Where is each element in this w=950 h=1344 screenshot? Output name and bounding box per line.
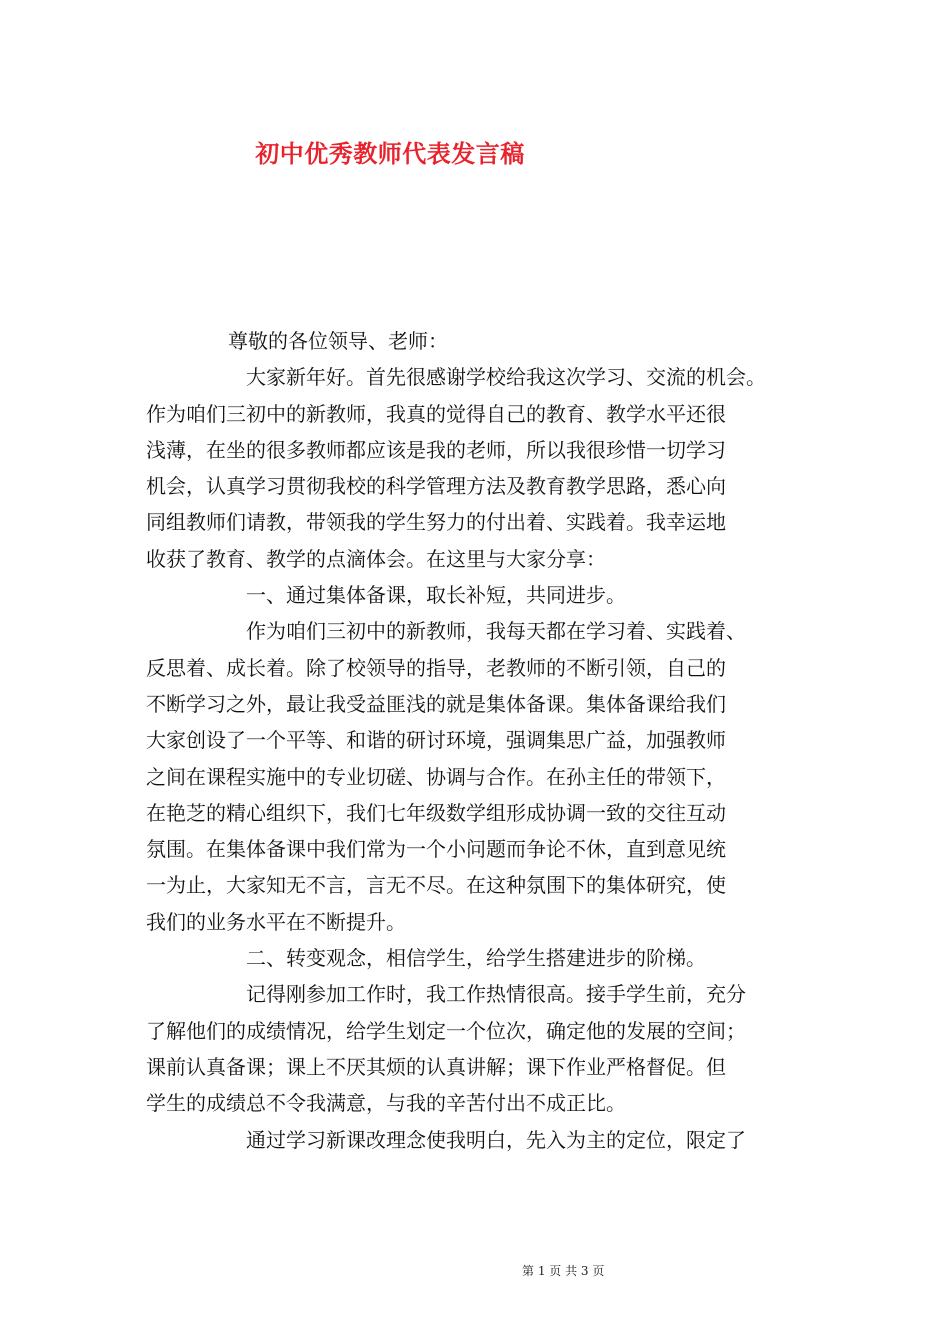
paragraph-line: 收获了教育、教学的点滴体会。在这里与大家分享： [146,546,606,571]
paragraph-line: 了解他们的成绩情况，给学生划定一个位次，确定他的发展的空间； [146,1018,746,1043]
paragraph-line: 记得刚参加工作时，我工作热情很高。接手学生前，充分 [246,982,746,1007]
paragraph-line: 大家创设了一个平等、和谐的研讨环境，强调集思广益，加强教师 [146,728,726,753]
paragraph-line: 浅薄，在坐的很多教师都应该是我的老师，所以我很珍惜一切学习 [146,437,726,462]
paragraph-line: 一为止，大家知无不言，言无不尽。在这种氛围下的集体研究，使 [146,873,726,898]
document-title-text: 初中优秀教师代表发言稿 [255,139,525,168]
paragraph-line: 在艳芝的精心组织下，我们七年级数学组形成协调一致的交往互动 [146,800,726,825]
paragraph-line: 课前认真备课；课上不厌其烦的认真讲解；课下作业严格督促。但 [146,1054,726,1079]
paragraph-line: 同组教师们请教，带领我的学生努力的付出着、实践着。我幸运地 [146,510,726,535]
page-footer: 第 1 页 共 3 页 [522,1264,605,1278]
section-heading: 二、转变观念，相信学生，给学生搭建进步的阶梯。 [246,946,706,971]
paragraph-line: 我们的业务水平在不断提升。 [146,909,406,934]
salutation-line: 尊敬的各位领导、老师： [228,329,448,353]
section-heading: 一、通过集体备课，取长补短，共同进步。 [246,583,626,608]
paragraph-line: 作为咱们三初中的新教师，我每天都在学习着、实践着、 [246,619,746,644]
paragraph-line: 氛围。在集体备课中我们常为一个小问题而争论不休，直到意见统 [146,837,726,862]
document-title [0,134,950,169]
paragraph-line: 不断学习之外，最让我受益匪浅的就是集体备课。集体备课给我们 [146,691,726,716]
document-body [146,323,816,1158]
paragraph-line: 作为咱们三初中的新教师，我真的觉得自己的教育、教学水平还很 [146,401,726,426]
paragraph-line: 通过学习新课改理念使我明白，先入为主的定位，限定了 [246,1127,746,1152]
paragraph-line: 大家新年好。首先很感谢学校给我这次学习、交流的机会。 [246,365,766,390]
paragraph-line: 之间在课程实施中的专业切磋、协调与合作。在孙主任的带领下， [146,764,726,789]
paragraph-line: 学生的成绩总不令我满意，与我的辛苦付出不成正比。 [146,1091,626,1116]
paragraph-line: 机会，认真学习贯彻我校的科学管理方法及教育教学思路，悉心向 [146,474,726,499]
paragraph-line: 反思着、成长着。除了校领导的指导，老教师的不断引领，自己的 [146,655,726,680]
